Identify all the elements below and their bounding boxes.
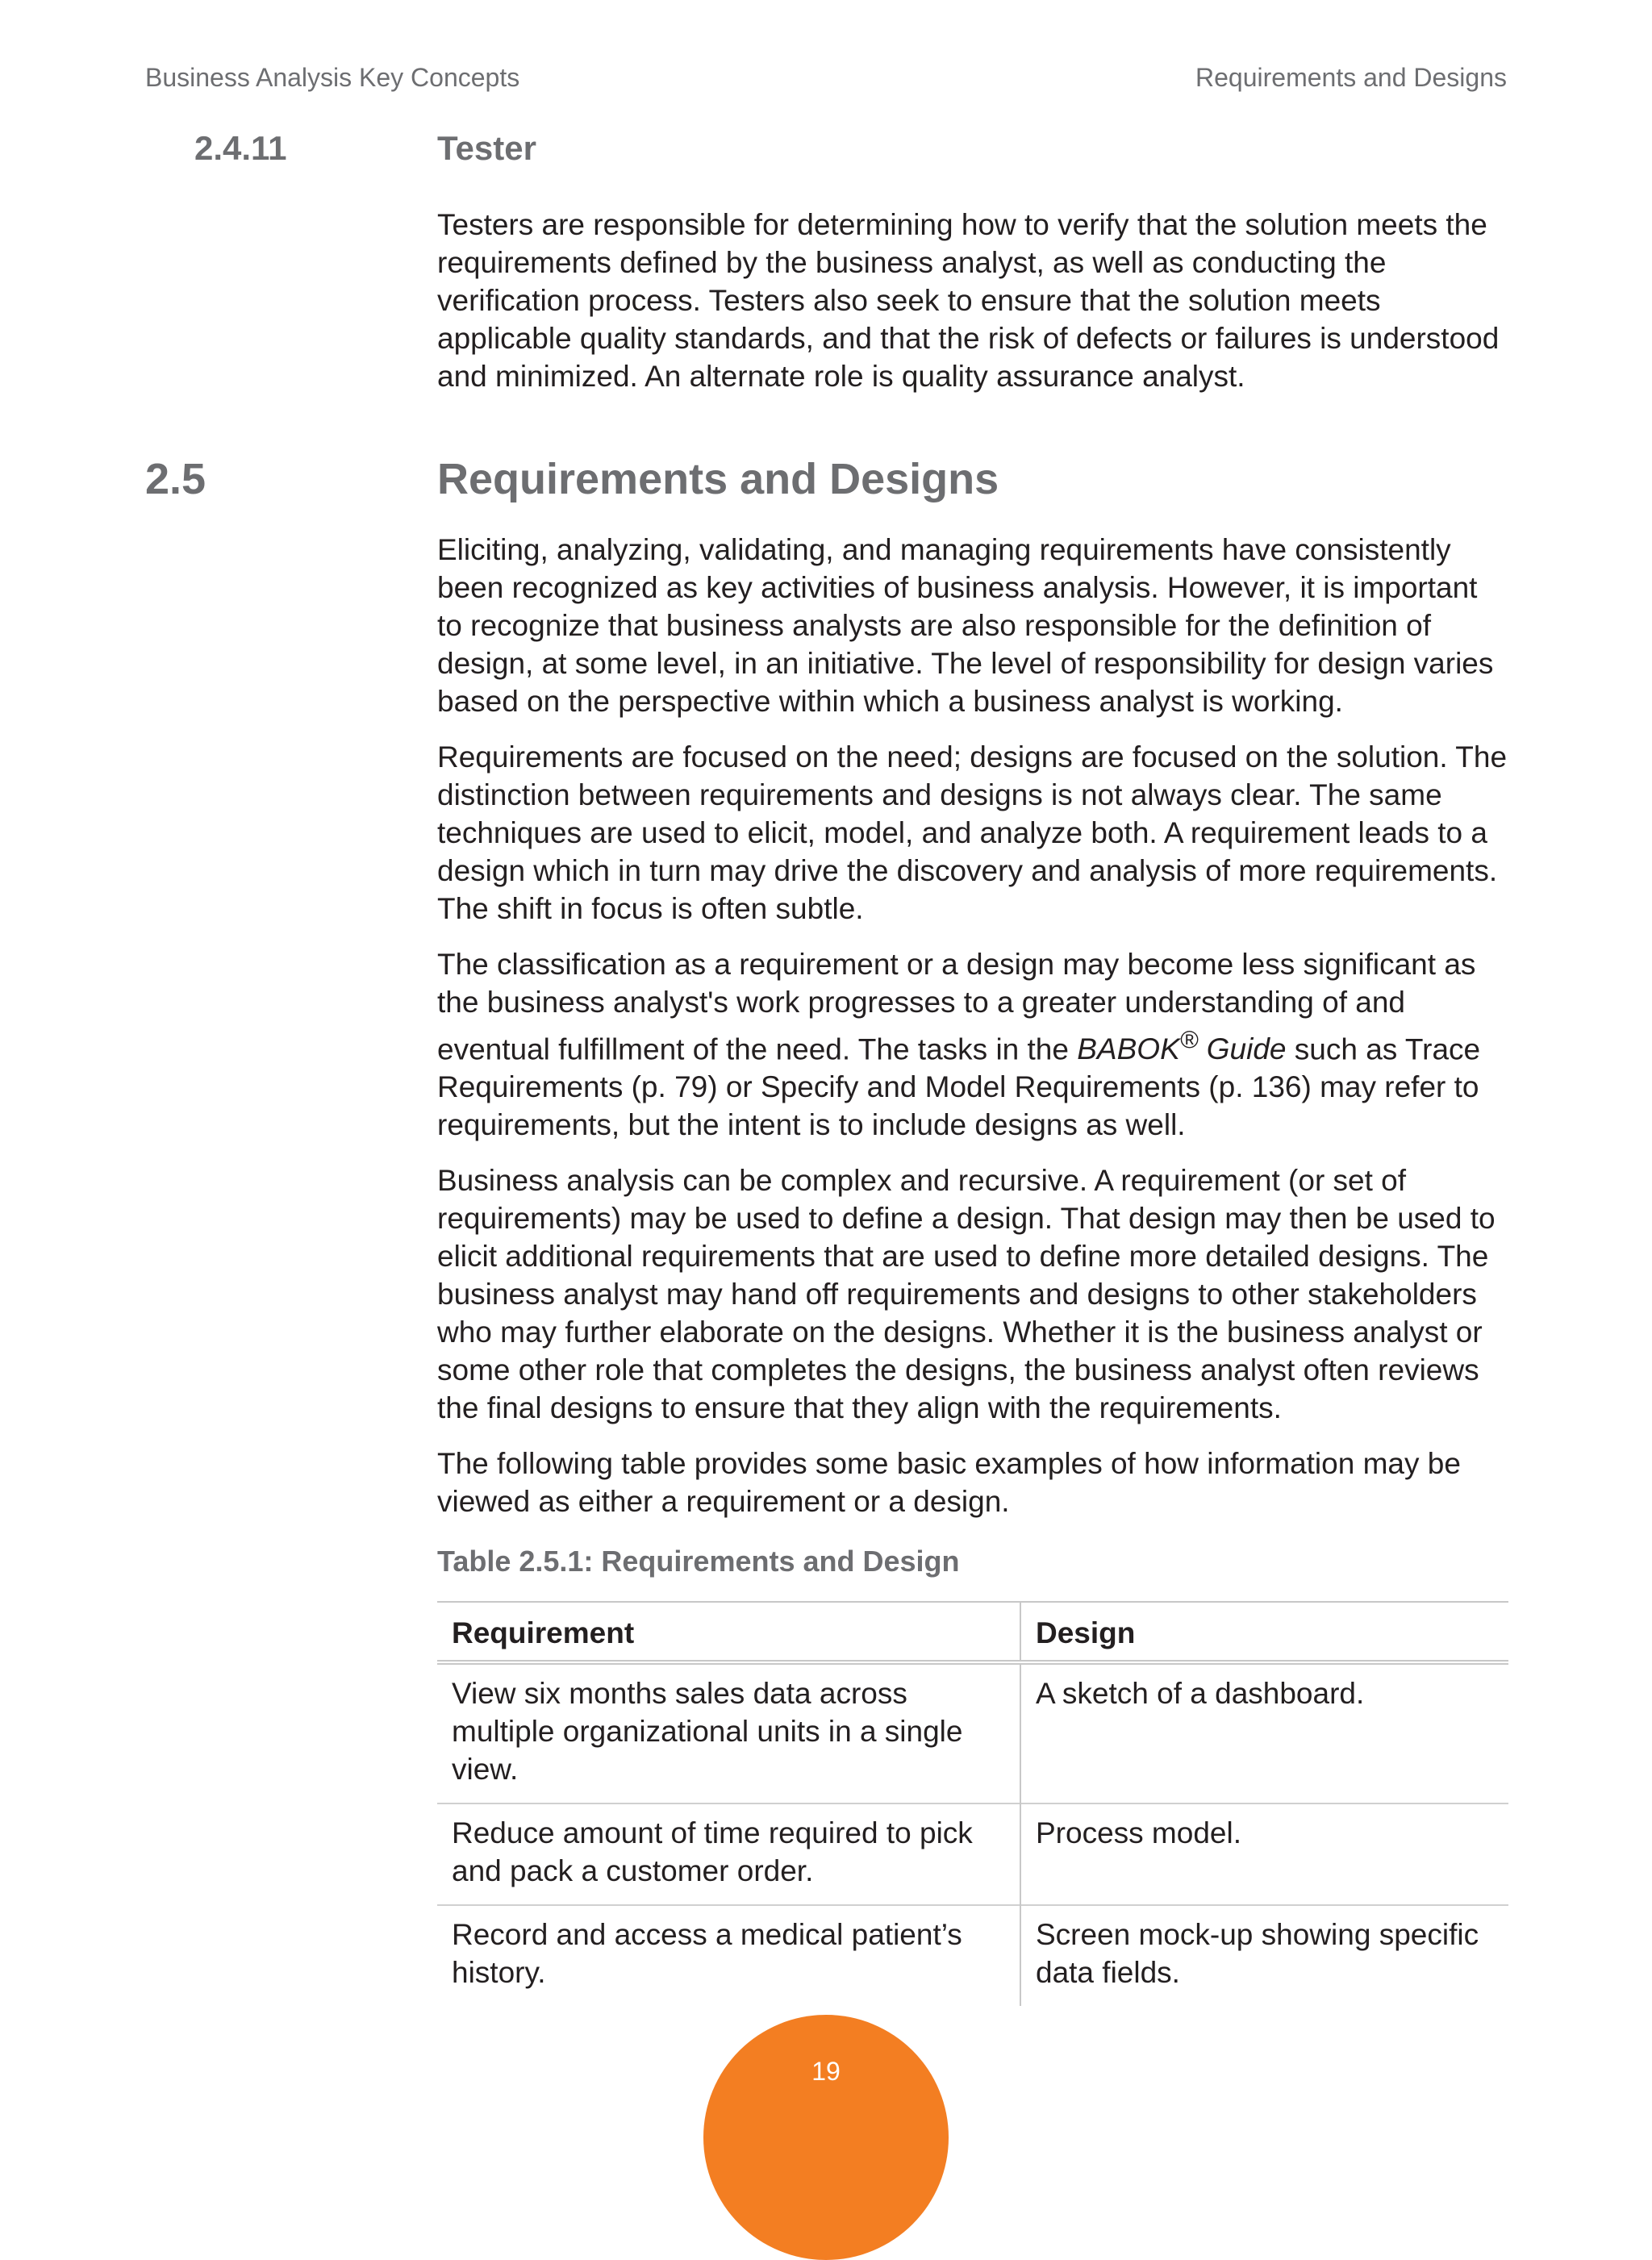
subsection-number: 2.4.11 [194,129,287,167]
page-number-badge [703,2015,949,2260]
paragraph-3-start: The classification as a requirement or a design may become less significant as the business analyst's work progresses to a greater understanding of and eventual fulfillment of the need. The tasks in the [437,948,1476,1066]
subsection-title: Tester [437,129,536,167]
requirement-cell: View six months sales data across multiple organizational units in a single view. [437,1662,1020,1803]
header-section-title: Requirements and Designs [1195,63,1507,92]
header-chapter-title: Business Analysis Key Concepts [145,63,520,92]
running-header [145,63,1507,98]
tester-body [437,206,1510,413]
table-header-row [437,1602,1508,1662]
page-number: 19 [811,2057,841,2086]
requirement-cell: Reduce amount of time required to pick and pack a customer order. [437,1803,1020,1905]
section-title: Requirements and Designs [437,455,999,503]
paragraph-4: Business analysis can be complex and recursive. A requirement (or set of requirements) may be used to define a design. That design may then be used to elicit additional requirements that are used to define more detailed designs. The business analyst may hand off requirements and designs to other stakeholders who may further elaborate on the designs. Whether it is the business analyst or some other role that completes the designs, the business analyst often reviews the final designs to ensure that they align with the requirements. [437,1164,1496,1425]
table-caption: Table 2.5.1: Requirements and Design [437,1545,960,1578]
guide-word: Guide [1198,1032,1287,1066]
paragraph-5: The following table provides some basic examples of how information may be viewed as either a requirement or a design. [437,1447,1461,1519]
paragraph-2: Requirements are focused on the need; designs are focused on the solution. The distinction between requirements and designs is not always clear. The same techniques are used to elicit, model, and analyze both. A requirement leads to a design which in turn may drive the discovery and analysis of more requirements. The shift in focus is often subtle. [437,740,1508,925]
table-row [437,1905,1508,2006]
babok-title [1077,1026,1287,1066]
paragraph-3-end: such as Trace Requirements (p. 79) or Specify and Model Requirements (p. 136) may refer to requirements, but the intent is to include designs as well. [437,1032,1481,1142]
requirement-cell: Record and access a medical patient’s history. [437,1905,1020,2006]
babok-word: BABOK [1077,1032,1180,1066]
design-cell: A sketch of a dashboard. [1036,1677,1365,1710]
design-cell: Process model. [1036,1816,1241,1849]
design-cell: Screen mock-up showing specific data fields. [1036,1918,1479,1989]
paragraph-1: Eliciting, analyzing, validating, and managing requirements have consistently been recognized as key activities of business analysis. However, it is important to recognize that business analysts are also responsible for the definition of design, at some level, in an initiative. The level of responsibility for design varies based on the perspective within which a business analyst is working. [437,533,1494,718]
registered-mark: ® [1179,1026,1199,1054]
tester-paragraph: Testers are responsible for determining how to verify that the solution meets the requirements defined by the business analyst, as well as conducting the verification process. Testers also seek to ensure that the solution meets applicable quality standards, and that the risk of defects or failures is understood and minimized. An alternate role is quality assurance analyst. [437,208,1500,393]
section-number: 2.5 [145,455,206,503]
table-row [437,1662,1508,1803]
requirements-design-table [437,1601,1508,2006]
table-row [437,1803,1508,1905]
section-body [437,531,1510,1538]
paragraph-3 [437,945,1510,1144]
header-requirement: Requirement [437,1602,1020,1662]
header-design: Design [1036,1616,1136,1649]
